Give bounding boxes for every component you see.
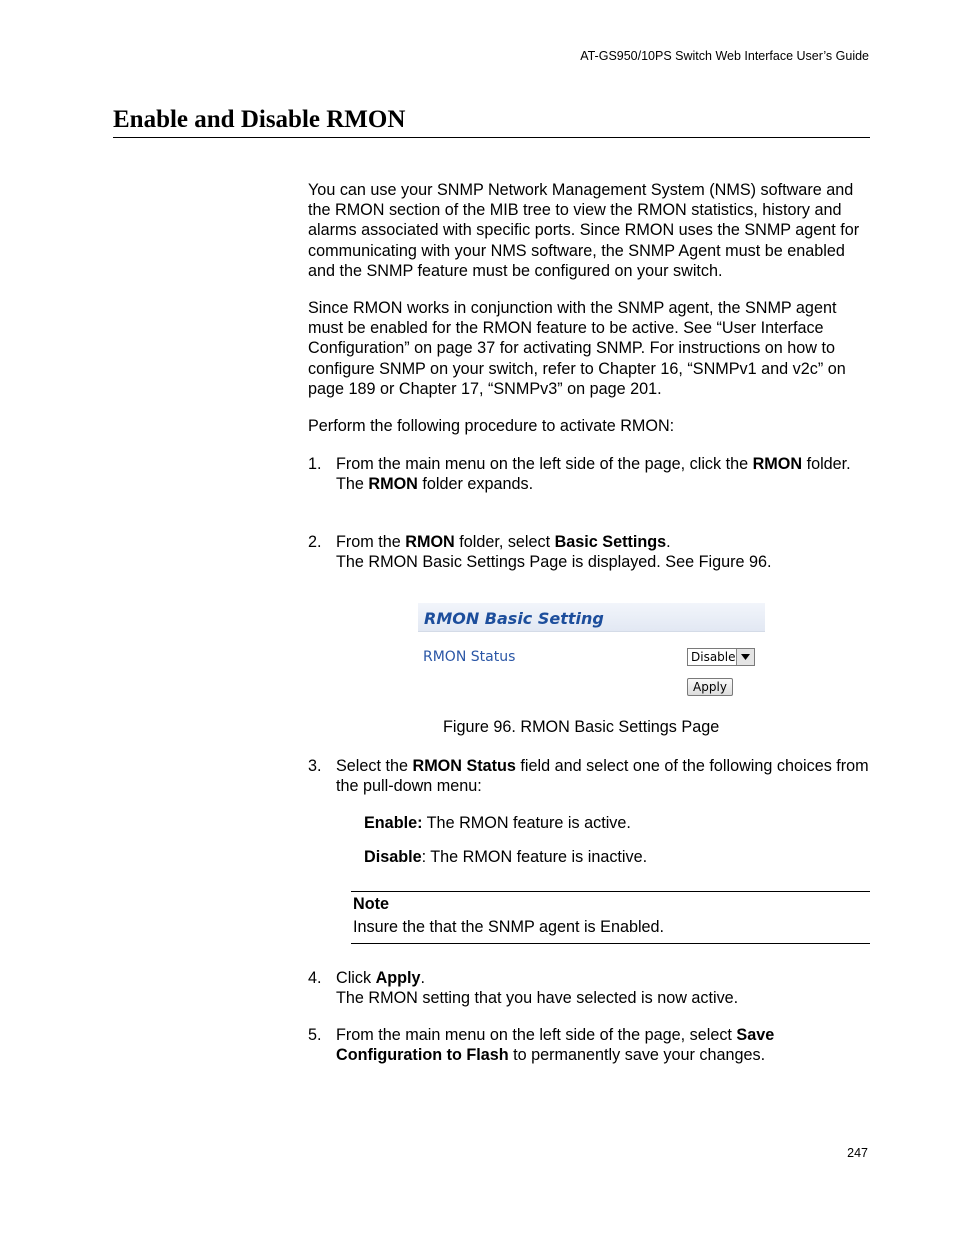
note-title: Note (353, 895, 389, 913)
step-number: 2. (308, 533, 322, 551)
running-header: AT-GS950/10PS Switch Web Interface User’s Guide (580, 49, 869, 63)
choice-enable: Enable: The RMON feature is active. (364, 814, 631, 832)
intro-paragraph-2 (308, 298, 870, 399)
step-number: 4. (308, 969, 322, 987)
rmon-basic-setting-figure (413, 598, 769, 704)
chevron-down-icon[interactable] (736, 649, 754, 665)
step-3 (308, 756, 870, 796)
step-number: 1. (308, 455, 322, 473)
step-action: From the RMON folder, select Basic Settings. (336, 533, 671, 551)
paragraph-text: You can use your SNMP Network Management System (NMS) software and the RMON section of the MIB tree to view the RMON statistics, history and alarms associated with specific ports. Since RMON uses the SNMP agent for communicating with your NMS software, the SNMP Agent must be enabled and the SNMP feature must be configured on your switch. (308, 181, 860, 280)
step-result: The RMON folder expands. (336, 475, 534, 494)
figure-caption: Figure 96. RMON Basic Settings Page (443, 718, 720, 736)
step-action: Select the RMON Status field and select one of the following choices from the pull-down menu: (336, 757, 869, 796)
paragraph-text: Since RMON works in conjunction with the SNMP agent, the SNMP agent must be enabled for the RMON feature to be active. See “User Interface Configuration” on page 37 for activating SNMP. For instructions on how to configure SNMP on your switch, refer to Chapter 16, “SNMPv1 and v2c” on page 189 or Chapter 17, “SNMPv3” on page 201. (308, 299, 846, 398)
rmon-status-select[interactable] (687, 648, 755, 666)
step-number: 5. (308, 1026, 322, 1044)
choice-disable: Disable: The RMON feature is inactive. (364, 848, 648, 866)
section-title: Enable and Disable RMON (113, 106, 870, 138)
step-1 (308, 454, 870, 494)
paragraph-text: Perform the following procedure to activate RMON: (308, 417, 675, 435)
step-4 (308, 968, 870, 1008)
note-text: Insure the that the SNMP agent is Enabled. (353, 918, 665, 936)
step-2 (308, 532, 870, 572)
step-number: 3. (308, 757, 322, 775)
step-action: From the main menu on the left side of the page, select Save Configuration to Flash to permanently save your changes. (336, 1026, 775, 1065)
page-number: 247 (847, 1146, 868, 1160)
intro-paragraph-1 (308, 180, 870, 281)
step-action: Click Apply. (336, 969, 426, 987)
intro-paragraph-3 (308, 416, 870, 436)
step-result: The RMON setting that you have selected is now active. (336, 989, 739, 1008)
note-box (351, 891, 870, 944)
step-5 (308, 1025, 870, 1065)
figure-title: RMON Basic Setting (424, 609, 604, 628)
apply-button[interactable]: Apply (687, 678, 733, 696)
step-action: From the main menu on the left side of the page, click the RMON folder. (336, 455, 851, 473)
step-result: The RMON Basic Settings Page is displayed. See Figure 96. (336, 553, 772, 572)
rmon-status-value: Disable (691, 650, 736, 664)
figure-header-bar (418, 603, 765, 632)
rmon-status-label: RMON Status (423, 649, 516, 665)
